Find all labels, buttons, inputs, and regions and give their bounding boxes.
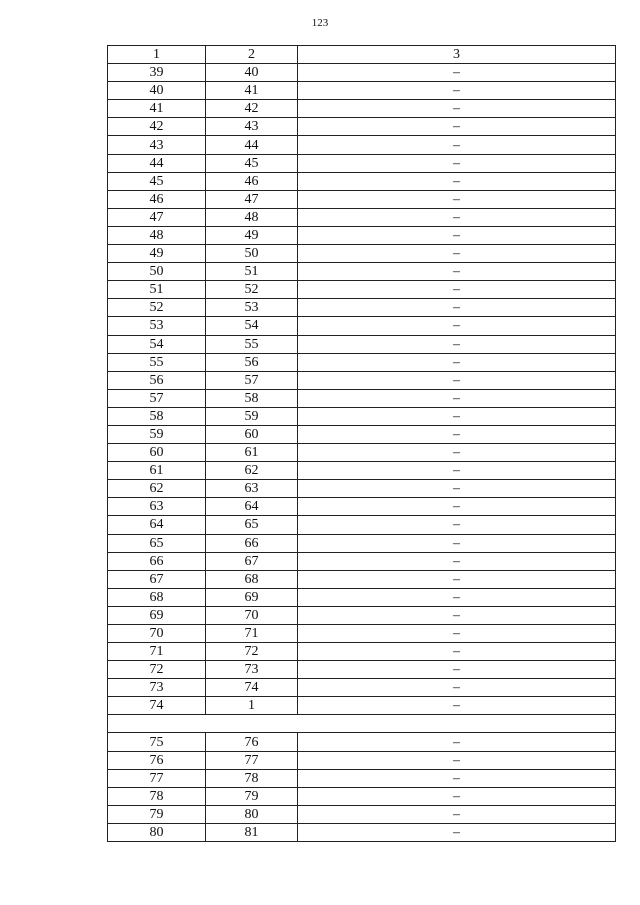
header-cell-1: 1	[108, 46, 206, 64]
table-cell-col-2: 47	[206, 190, 298, 208]
table-cell-col-2: 53	[206, 299, 298, 317]
table-cell-col-1: 65	[108, 534, 206, 552]
table-row	[108, 425, 616, 443]
table-cell-col-2: 78	[206, 769, 298, 787]
table-cell-col-3: –	[298, 281, 616, 299]
table-row	[108, 64, 616, 82]
table-cell-col-2: 72	[206, 643, 298, 661]
table-cell-col-1: 77	[108, 769, 206, 787]
table-cell-col-2: 55	[206, 335, 298, 353]
table-cell-col-1: 56	[108, 371, 206, 389]
table-cell-col-3: –	[298, 226, 616, 244]
table-row	[108, 335, 616, 353]
table-cell-col-1: 60	[108, 444, 206, 462]
table-cell-col-1: 78	[108, 787, 206, 805]
table-cell-col-2: 76	[206, 733, 298, 751]
table-row	[108, 208, 616, 226]
table-cell-col-1: 43	[108, 136, 206, 154]
table-row	[108, 371, 616, 389]
table-cell-col-1: 55	[108, 353, 206, 371]
table-cell-col-2: 42	[206, 100, 298, 118]
table-row	[108, 462, 616, 480]
table-row	[108, 679, 616, 697]
table-cell-col-3: –	[298, 444, 616, 462]
table-cell-col-1: 44	[108, 154, 206, 172]
table-cell-col-3: –	[298, 154, 616, 172]
table-cell-col-2: 46	[206, 172, 298, 190]
table-cell-col-2: 64	[206, 498, 298, 516]
table-row	[108, 190, 616, 208]
table-cell-col-2: 40	[206, 64, 298, 82]
table-row	[108, 299, 616, 317]
table-cell-col-3: –	[298, 100, 616, 118]
table-cell-col-1: 79	[108, 805, 206, 823]
table-cell-col-1: 51	[108, 281, 206, 299]
table-cell-col-1: 76	[108, 751, 206, 769]
table-cell-col-3: –	[298, 136, 616, 154]
table-row	[108, 100, 616, 118]
table-cell-col-2: 67	[206, 552, 298, 570]
table-cell-col-1: 39	[108, 64, 206, 82]
data-table	[107, 45, 616, 842]
table-cell-col-3: –	[298, 190, 616, 208]
table-cell-col-1: 47	[108, 208, 206, 226]
table-cell-col-3: –	[298, 317, 616, 335]
table-cell-col-3: –	[298, 498, 616, 516]
table-cell-col-3: –	[298, 389, 616, 407]
table-cell-col-3: –	[298, 661, 616, 679]
table-cell-col-1: 61	[108, 462, 206, 480]
table-cell-col-3: –	[298, 516, 616, 534]
table-cell-col-3: –	[298, 353, 616, 371]
table-cell-col-2: 73	[206, 661, 298, 679]
table-cell-col-3: –	[298, 805, 616, 823]
table-row	[108, 118, 616, 136]
table-cell-col-3: –	[298, 64, 616, 82]
blank-separator-cell	[108, 715, 616, 733]
table-row	[108, 154, 616, 172]
table-cell-col-3: –	[298, 82, 616, 100]
table-cell-col-2: 58	[206, 389, 298, 407]
table-cell-col-2: 80	[206, 805, 298, 823]
table-row	[108, 82, 616, 100]
table-cell-col-1: 40	[108, 82, 206, 100]
table-cell-col-2: 63	[206, 480, 298, 498]
table-cell-col-3: –	[298, 462, 616, 480]
table-cell-col-1: 80	[108, 823, 206, 841]
table-cell-col-2: 51	[206, 263, 298, 281]
table-cell-col-3: –	[298, 552, 616, 570]
table-cell-col-3: –	[298, 769, 616, 787]
table-row	[108, 552, 616, 570]
table-cell-col-2: 61	[206, 444, 298, 462]
table-cell-col-3: –	[298, 425, 616, 443]
table-cell-col-3: –	[298, 407, 616, 425]
table-cell-col-3: –	[298, 172, 616, 190]
table-row	[108, 136, 616, 154]
table-cell-col-3: –	[298, 245, 616, 263]
table-row	[108, 625, 616, 643]
table-row	[108, 733, 616, 751]
table-cell-col-1: 75	[108, 733, 206, 751]
table-cell-col-1: 68	[108, 588, 206, 606]
table-cell-col-1: 72	[108, 661, 206, 679]
table-row	[108, 769, 616, 787]
table-cell-col-3: –	[298, 588, 616, 606]
table-cell-col-3: –	[298, 263, 616, 281]
table-cell-col-3: –	[298, 534, 616, 552]
table-row	[108, 172, 616, 190]
table-cell-col-1: 70	[108, 625, 206, 643]
table-cell-col-2: 74	[206, 679, 298, 697]
table-cell-col-1: 67	[108, 570, 206, 588]
table-cell-col-2: 59	[206, 407, 298, 425]
table-cell-col-2: 1	[206, 697, 298, 715]
table-cell-col-2: 56	[206, 353, 298, 371]
table-cell-col-1: 50	[108, 263, 206, 281]
table-cell-col-3: –	[298, 823, 616, 841]
table-body	[108, 46, 616, 842]
blank-separator-row	[108, 715, 616, 733]
table-cell-col-1: 41	[108, 100, 206, 118]
table-cell-col-1: 46	[108, 190, 206, 208]
table-cell-col-2: 44	[206, 136, 298, 154]
table-cell-col-2: 71	[206, 625, 298, 643]
table-row	[108, 643, 616, 661]
table-cell-col-2: 79	[206, 787, 298, 805]
header-cell-2: 2	[206, 46, 298, 64]
table-cell-col-3: –	[298, 208, 616, 226]
table-row	[108, 661, 616, 679]
table-cell-col-3: –	[298, 625, 616, 643]
table-cell-col-2: 43	[206, 118, 298, 136]
table-cell-col-1: 54	[108, 335, 206, 353]
table-cell-col-2: 52	[206, 281, 298, 299]
table-cell-col-3: –	[298, 480, 616, 498]
table-row	[108, 444, 616, 462]
table-cell-col-2: 57	[206, 371, 298, 389]
table-cell-col-1: 63	[108, 498, 206, 516]
table-row	[108, 226, 616, 244]
table-row	[108, 407, 616, 425]
table-row	[108, 751, 616, 769]
table-cell-col-2: 62	[206, 462, 298, 480]
table-row	[108, 697, 616, 715]
table-row	[108, 389, 616, 407]
table-row	[108, 317, 616, 335]
table-row	[108, 534, 616, 552]
table-row	[108, 263, 616, 281]
table-cell-col-1: 62	[108, 480, 206, 498]
table-row	[108, 570, 616, 588]
table-cell-col-3: –	[298, 697, 616, 715]
table-cell-col-1: 71	[108, 643, 206, 661]
page-number: 123	[311, 17, 329, 29]
table-cell-col-2: 50	[206, 245, 298, 263]
table-cell-col-3: –	[298, 371, 616, 389]
header-cell-3: 3	[298, 46, 616, 64]
table-header-row	[108, 46, 616, 64]
table-cell-col-1: 48	[108, 226, 206, 244]
table-row	[108, 480, 616, 498]
table-cell-col-1: 74	[108, 697, 206, 715]
table-row	[108, 281, 616, 299]
table-cell-col-1: 59	[108, 425, 206, 443]
table-cell-col-1: 42	[108, 118, 206, 136]
table-cell-col-2: 70	[206, 606, 298, 624]
table-cell-col-3: –	[298, 787, 616, 805]
table-row	[108, 787, 616, 805]
table-cell-col-3: –	[298, 335, 616, 353]
table-cell-col-2: 60	[206, 425, 298, 443]
table-cell-col-1: 58	[108, 407, 206, 425]
table-cell-col-3: –	[298, 733, 616, 751]
table-cell-col-2: 68	[206, 570, 298, 588]
table-cell-col-1: 73	[108, 679, 206, 697]
table-row	[108, 516, 616, 534]
table-cell-col-2: 77	[206, 751, 298, 769]
table-cell-col-3: –	[298, 751, 616, 769]
table-cell-col-2: 49	[206, 226, 298, 244]
table-cell-col-1: 52	[108, 299, 206, 317]
table-cell-col-3: –	[298, 643, 616, 661]
table-cell-col-3: –	[298, 570, 616, 588]
table-row	[108, 498, 616, 516]
table-cell-col-2: 41	[206, 82, 298, 100]
table-cell-col-1: 64	[108, 516, 206, 534]
table-row	[108, 245, 616, 263]
table-cell-col-2: 45	[206, 154, 298, 172]
table-cell-col-2: 54	[206, 317, 298, 335]
table-cell-col-3: –	[298, 679, 616, 697]
table-cell-col-1: 66	[108, 552, 206, 570]
table-cell-col-1: 45	[108, 172, 206, 190]
table-cell-col-2: 81	[206, 823, 298, 841]
table-cell-col-3: –	[298, 606, 616, 624]
table-cell-col-2: 66	[206, 534, 298, 552]
table-row	[108, 353, 616, 371]
table-cell-col-2: 65	[206, 516, 298, 534]
table-cell-col-2: 69	[206, 588, 298, 606]
table-cell-col-3: –	[298, 118, 616, 136]
table-cell-col-3: –	[298, 299, 616, 317]
table-cell-col-1: 69	[108, 606, 206, 624]
table-cell-col-1: 49	[108, 245, 206, 263]
table-row	[108, 588, 616, 606]
table-row	[108, 823, 616, 841]
table-cell-col-1: 57	[108, 389, 206, 407]
table-cell-col-2: 48	[206, 208, 298, 226]
table-cell-col-1: 53	[108, 317, 206, 335]
table-row	[108, 805, 616, 823]
table-row	[108, 606, 616, 624]
